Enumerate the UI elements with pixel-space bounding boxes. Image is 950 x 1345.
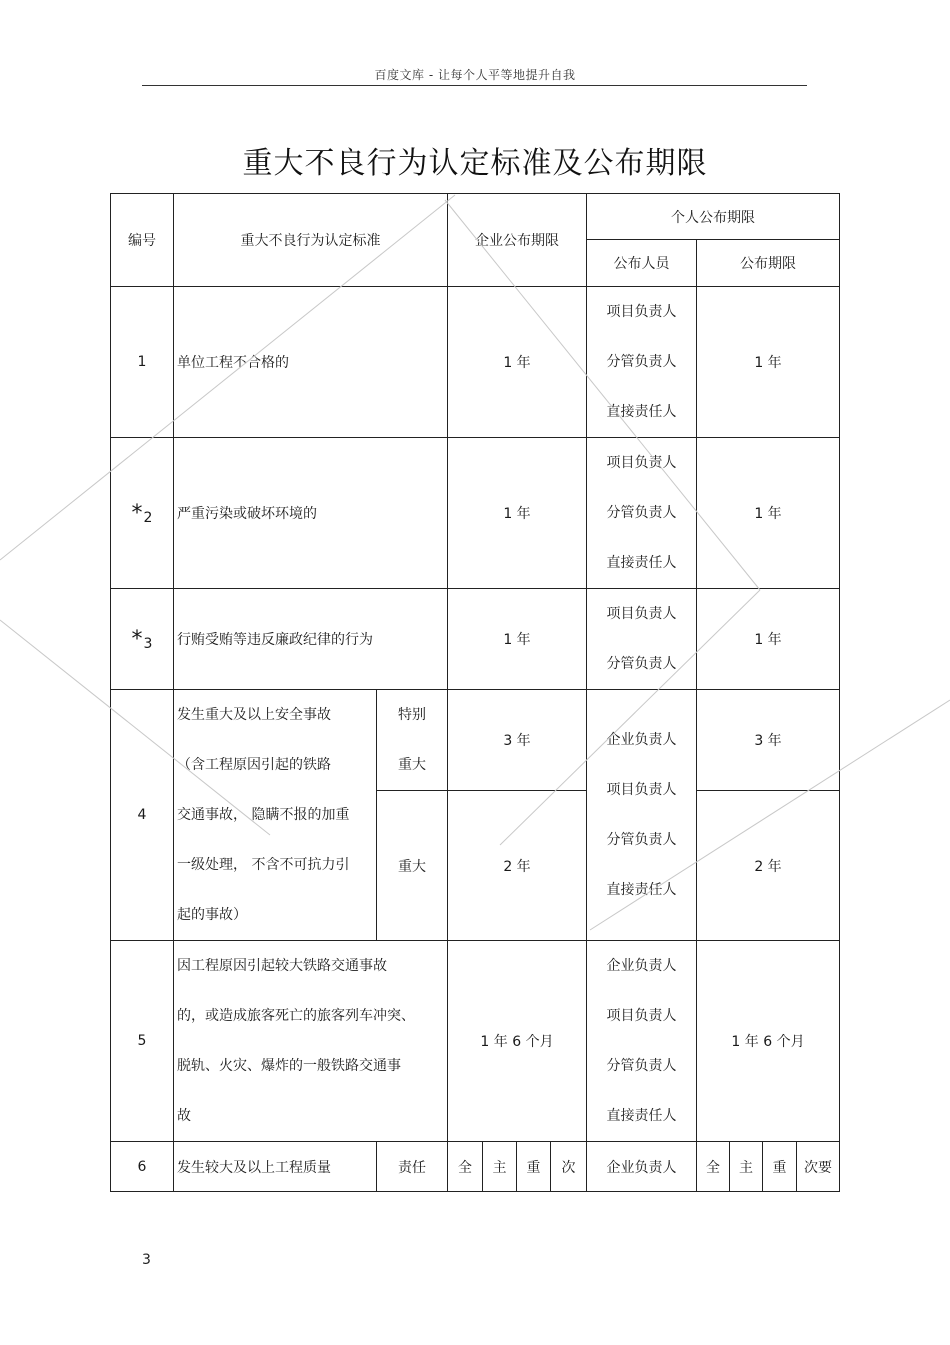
person-item: 分管负责人 [606,656,677,672]
row-number: 5 [111,941,174,1142]
row-personal-period: 2 年 [697,791,840,941]
standard-line: 故 [177,1108,191,1124]
page-header: 百度文库 - 让每个人平等地提升自我 [374,68,576,82]
header-rule [142,85,807,86]
row-number-value: 2 [143,509,153,526]
table-row [111,438,840,589]
person-item: 直接责任人 [606,404,677,420]
personal-level: 次要 [797,1142,840,1192]
row-persons: 企业负责人 [587,1142,697,1192]
standard-line: 一级处理， 不含不可抗力引 [177,857,350,873]
person-item: 项目负责人 [606,606,677,622]
row-enterprise-period: 1 年 6 个月 [448,941,587,1142]
personal-level: 重 [763,1142,797,1192]
row-standard: 单位工程不合格的 [174,287,448,438]
header-id: 编号 [111,194,174,287]
row-enterprise-period: 1 年 [448,438,587,589]
person-item: 分管负责人 [606,832,677,848]
document-title: 重大不良行为认定标准及公布期限 [242,146,708,181]
header-personal-period: 个人公布期限 [587,194,840,240]
row-enterprise-period: 1 年 [448,287,587,438]
standard-line: 起的事故） [177,907,247,923]
header-period: 公布期限 [697,240,840,287]
person-item: 直接责任人 [606,1108,677,1124]
enterprise-level: 全 [448,1142,483,1192]
person-item: 直接责任人 [606,555,677,571]
row-number: 4 [111,690,174,941]
row-standard: 严重污染或破坏环境的 [174,438,448,589]
row-personal-period: 1 年 [697,438,840,589]
row-standard [174,690,377,941]
row-enterprise-period: 2 年 [448,791,587,941]
severity-level: 重大 [377,791,448,941]
severity-line: 重大 [398,757,426,773]
row-personal-period: 1 年 [697,287,840,438]
header-standard: 重大不良行为认定标准 [174,194,448,287]
star-mark: * [131,500,143,526]
enterprise-level: 主 [483,1142,517,1192]
row-persons [587,438,697,589]
enterprise-level: 次 [551,1142,587,1192]
table-row [111,287,840,438]
responsibility-label: 责任 [377,1142,448,1192]
row-enterprise-period: 3 年 [448,690,587,791]
severity-level [377,690,448,791]
personal-level: 主 [730,1142,763,1192]
standard-line: （含工程原因引起的铁路 [177,757,331,773]
table-row [111,690,840,791]
row-number [111,438,174,589]
standards-table [110,193,840,1192]
person-item: 直接责任人 [606,882,677,898]
row-number [111,589,174,690]
row-persons [587,589,697,690]
table-row [111,1142,840,1192]
row-number: 1 [111,287,174,438]
header-persons: 公布人员 [587,240,697,287]
person-item: 企业负责人 [606,732,677,748]
standard-line: 交通事故， 隐瞒不报的加重 [177,807,350,823]
header-enterprise-period: 企业公布期限 [448,194,587,287]
row-persons [587,287,697,438]
person-item: 项目负责人 [606,782,677,798]
person-item: 分管负责人 [606,505,677,521]
row-standard [174,941,448,1142]
row-personal-period: 1 年 [697,589,840,690]
table-row [111,589,840,690]
person-item: 项目负责人 [606,455,677,471]
table-header-row [111,194,840,240]
standard-line: 因工程原因引起较大铁路交通事故 [177,958,387,974]
person-item: 项目负责人 [606,304,677,320]
person-item: 项目负责人 [606,1008,677,1024]
page-number: 3 [142,1252,151,1268]
person-item: 分管负责人 [606,354,677,370]
enterprise-level: 重 [517,1142,551,1192]
row-number: 6 [111,1142,174,1192]
personal-level: 全 [697,1142,730,1192]
standard-line: 发生重大及以上安全事故 [177,707,331,723]
person-item: 分管负责人 [606,1058,677,1074]
star-mark: * [131,626,143,652]
row-standard: 行贿受贿等违反廉政纪律的行为 [174,589,448,690]
row-persons [587,941,697,1142]
row-number-value: 3 [143,635,153,652]
person-item: 企业负责人 [606,958,677,974]
row-personal-period: 3 年 [697,690,840,791]
table-row [111,941,840,1142]
severity-line: 特别 [398,707,426,723]
row-personal-period: 1 年 6 个月 [697,941,840,1142]
row-enterprise-period: 1 年 [448,589,587,690]
row-standard: 发生较大及以上工程质量 [174,1142,377,1192]
standard-line: 的，或造成旅客死亡的旅客列车冲突、 [177,1008,415,1024]
standard-line: 脱轨、火灾、爆炸的一般铁路交通事 [177,1058,401,1074]
row-persons [587,690,697,941]
